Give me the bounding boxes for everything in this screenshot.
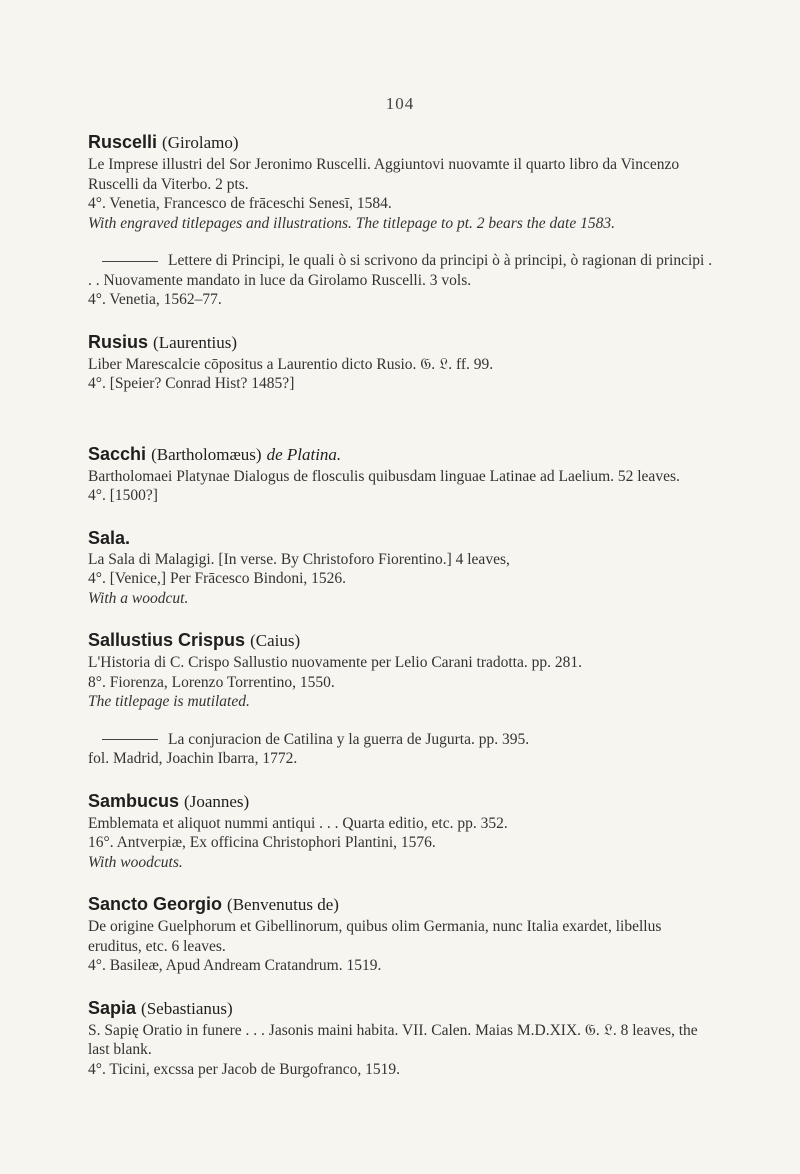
ditto-dash <box>102 739 158 740</box>
entry-heading <box>88 892 718 917</box>
book-note: The titlepage is mutilated. <box>88 693 250 710</box>
entry-heading <box>88 442 718 467</box>
book-record <box>88 730 718 769</box>
book-imprint: 4°. [1500?] <box>88 487 158 504</box>
book-record <box>88 355 718 394</box>
author-name: Rusius <box>88 331 149 352</box>
book-record <box>88 917 718 976</box>
book-imprint: 4°. Venetia, Francesco de frāceschi Senesī, 1584. <box>88 195 392 212</box>
book-record <box>88 251 718 310</box>
book-title: Emblemata et aliquot nummi antiqui . . . Quarta editio, etc. pp. 352. <box>88 814 508 832</box>
author-given-name: (Sebastianus) <box>141 998 233 1018</box>
book-record <box>88 1021 718 1080</box>
entry-sallustius <box>88 628 718 769</box>
author-given-name: (Girolamo) <box>162 133 239 152</box>
entry-heading <box>88 526 718 550</box>
book-note: With woodcuts. <box>88 853 183 871</box>
page-number: 104 <box>385 94 415 113</box>
author-given-name: (Caius) <box>250 631 301 650</box>
book-imprint: fol. Madrid, Joachin Ibarra, 1772. <box>88 750 298 767</box>
author-given-name: (Joannes) <box>184 791 250 811</box>
entry-heading <box>88 789 718 814</box>
book-title: Lettere di Principi, le quali ò si scrivono da principi ò à principi, ò ragionan di principi . . . Nuovamente mandato in luce da Girolamo Ruscelli. 3 vols. <box>88 252 713 289</box>
book-imprint: 4°. Basileæ, Apud Andream Cratandrum. 1519. <box>88 957 382 974</box>
book-imprint: 4°. Ticini, excssa per Jacob de Burgofranco, 1519. <box>88 1060 400 1078</box>
book-imprint: 16°. Antverpiæ, Ex officina Christophori Plantini, 1576. <box>88 834 436 851</box>
entry-heading <box>88 628 718 653</box>
catalogue-entries <box>88 130 718 1079</box>
book-title: La conjuracion de Catilina y la guerra de Jugurta. pp. 395. <box>168 730 530 748</box>
book-title: Bartholomaei Platynae Dialogus de flosculis quibusdam linguae Latinae ad Laelium. 52 leaves. <box>88 467 680 485</box>
entry-heading <box>88 130 718 155</box>
entry-sacchi <box>88 442 718 506</box>
book-note: With engraved titlepages and illustrations. The titlepage to pt. 2 bears the date 1583. <box>88 214 615 232</box>
author-given-name: (Laurentius) <box>153 332 238 352</box>
author-name: Sala. <box>88 527 131 548</box>
book-imprint: 8°. Fiorenza, Lorenzo Torrentino, 1550. <box>88 673 335 691</box>
book-imprint: 4°. Venetia, 1562–77. <box>88 291 222 308</box>
entry-rusius <box>88 330 718 394</box>
author-name: Sambucus <box>88 790 180 811</box>
book-imprint: 4°. [Speier? Conrad Hist? 1485?] <box>88 375 295 392</box>
book-title: S. Sapię Oratio in funere . . . Jasonis maini habita. VII. Calen. Maias M.D.XIX. 𝔊. 𝔏. 8 leaves, the last blank. <box>88 1021 698 1058</box>
author-name: Sancto Georgio <box>88 894 223 914</box>
ditto-dash <box>102 261 158 262</box>
book-imprint: 4°. [Venice,] Per Frācesco Bindoni, 1526. <box>88 570 347 587</box>
book-title: Liber Marescalcie cōpositus a Laurentio dicto Rusio. 𝔊. 𝔏. ff. 99. <box>88 355 494 373</box>
author-name: Sacchi <box>88 443 147 464</box>
author-name: Sapia <box>88 997 137 1018</box>
entry-heading <box>88 330 718 355</box>
book-record <box>88 653 718 712</box>
author-given-name: (Benvenutus de) <box>227 895 339 914</box>
book-title: L'Historia di C. Crispo Sallustio nuovamente per Lelio Carani tradotta. pp. 281. <box>88 654 582 671</box>
entry-sapia <box>88 996 718 1080</box>
entry-sambucus <box>88 789 718 873</box>
book-title: Le Imprese illustri del Sor Jeronimo Ruscelli. Aggiuntovi nuovamte il quarto libro da Vincenzo Ruscelli da Viterbo. 2 pts. <box>88 156 680 193</box>
book-note: With a woodcut. <box>88 589 189 607</box>
book-title: De origine Guelphorum et Gibellinorum, quibus olim Germania, nunc Italia exardet, libellus eruditus, etc. 6 leaves. <box>88 918 662 955</box>
author-name: Sallustius Crispus <box>88 630 246 650</box>
author-title: de Platina. <box>266 444 342 464</box>
book-record <box>88 814 718 873</box>
entry-sala <box>88 526 718 609</box>
entry-sancto-georgio <box>88 892 718 976</box>
entry-ruscelli <box>88 130 718 310</box>
entry-heading <box>88 996 718 1021</box>
book-record <box>88 155 718 233</box>
author-given-name: (Bartholomæus) <box>151 444 262 464</box>
book-record <box>88 550 718 609</box>
book-title: La Sala di Malagigi. [In verse. By Christoforo Fiorentino.] 4 leaves, <box>88 550 510 568</box>
author-name: Ruscelli <box>88 132 158 152</box>
book-record <box>88 467 718 506</box>
